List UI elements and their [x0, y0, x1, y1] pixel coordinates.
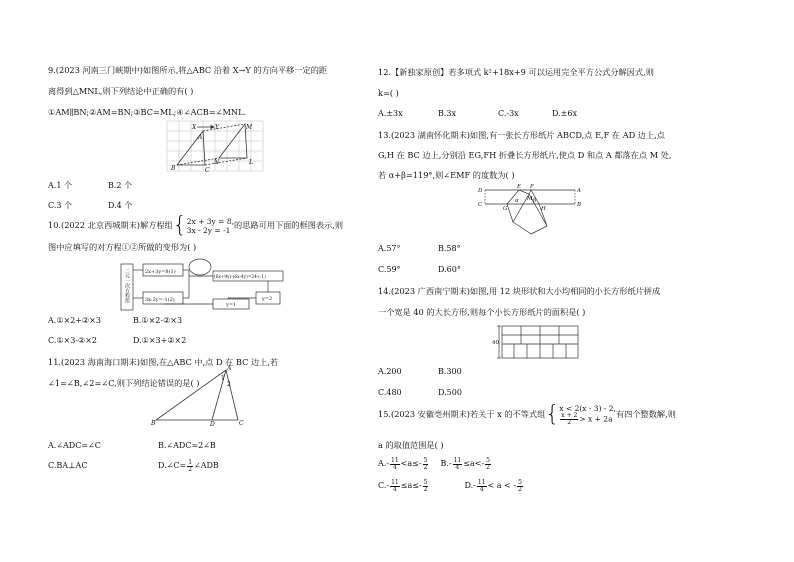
q15-option-b-frac1	[453, 458, 463, 471]
q15-line2: a 的取值范围是( )	[378, 440, 444, 450]
q13-fig-label-m: M	[527, 196, 533, 202]
q15-ineq2-fraction	[560, 413, 578, 426]
q15-b-num2: 5	[486, 456, 490, 464]
q15-a-den2: 2	[423, 463, 428, 471]
q10-flowchart	[118, 256, 286, 314]
q15-c-num2: 5	[423, 478, 428, 486]
q11-option-d-num: 1	[188, 458, 193, 466]
q11-option-d	[158, 458, 219, 474]
q12-option-c: C.-3x	[498, 109, 519, 118]
q15-option-d-pre: D.-	[464, 481, 476, 490]
q9-option-d: D.4 个	[108, 201, 133, 210]
q15-option-a-post: <a≤-	[400, 459, 422, 468]
q10-fig-box2: 3x-2y=-1(2)	[145, 297, 175, 303]
q13-line1: 13.(2023 湖南怀化期末)如图,有一张长方形纸片 ABCD,点 E,F 在 AD 边上,点	[378, 130, 665, 140]
q11-fig-label-1: 1	[221, 375, 225, 382]
q13-fig-label-a: A	[577, 188, 581, 194]
q9-figure	[165, 118, 265, 173]
q9-option-b: B.2 个	[108, 181, 133, 190]
q12-line1: 12.【新独家原创】若多项式 k²+18x+9 可以运用完全平方公式分解因式,则	[378, 67, 654, 77]
q14-fig-label: 40	[492, 340, 499, 346]
q11-option-d-pre: D.∠C=	[158, 461, 187, 470]
q10-option-a: A.①×2+②×3	[48, 316, 101, 325]
q15-option-c	[378, 478, 429, 493]
q15-brace: {	[545, 402, 560, 427]
q10-eq2: 3x - 2y = -1	[186, 226, 231, 235]
q9-fig-label-n: N	[214, 159, 220, 166]
q15-option-d-post: < a < -	[487, 481, 517, 490]
q15-option-b-post: ≤a<-	[463, 459, 485, 468]
q13-line2: G,H 在 BC 边上,分别沿 EG,FH 折叠长方形纸片,使点 D 和点 A 都落在点 M 处,	[378, 150, 672, 160]
q9-fig-label-l: L	[249, 159, 253, 166]
q10-suffix: 的思路可用下面的框图表示,则	[234, 220, 344, 230]
q15-a-num2: 5	[423, 456, 428, 464]
q10-fig-side: 二元一次方程组	[124, 268, 130, 303]
q15-b-den1: 4	[455, 463, 460, 471]
q12-option-b: B.3x	[438, 109, 457, 118]
q14-line1: 14.(2023 广西南宁期末)如图,用 12 块形状和大小均相同的小长方形纸片拼成	[378, 286, 661, 296]
q13-fig-label-e: E	[517, 184, 522, 190]
q15-c-num1: 11	[391, 478, 399, 486]
q15-ineq2	[559, 413, 616, 426]
q15-ineq2-num: x + 2	[561, 412, 578, 419]
q14-option-a: A.200	[378, 367, 402, 376]
q11-fig-label-c: C	[239, 420, 244, 426]
q9-fig-label-b: B	[171, 165, 176, 172]
q14-figure	[492, 322, 582, 362]
q14-option-c: C.480	[378, 388, 402, 397]
q9-line1: 9.(2023 河南三门峡期中)如图所示,将△ABC 沿着 X→Y 的方向平移一定的距	[48, 65, 328, 75]
q13-option-b: B.58°	[438, 244, 461, 253]
q15-option-c-post: ≤a≤-	[400, 481, 422, 490]
q15-option-c-frac1	[390, 480, 400, 493]
q15-a-den1: 4	[392, 463, 397, 471]
q9-option-c: C.3 个	[48, 201, 73, 210]
q11-fig-label-b: B	[151, 420, 156, 426]
q15-option-b-pre: B.-	[440, 459, 452, 468]
q10-fig-box5: y=2	[262, 296, 273, 302]
q15-option-a	[378, 456, 429, 471]
q9-fig-label-m: M	[246, 124, 253, 131]
q15-option-d-frac1	[477, 480, 487, 493]
q13-option-c: C.59°	[378, 265, 401, 274]
q15-option-b-frac2	[485, 458, 491, 471]
q12-option-a: A.±3x	[378, 109, 403, 118]
q10-line2: 图中应填写的对方程①②所做的变形为( )	[48, 242, 197, 252]
q15-line1	[378, 402, 676, 426]
q11-line2: ∠1=∠B,∠2=∠C,则下列结论错误的是( )	[48, 378, 200, 388]
q15-d-num2: 5	[518, 478, 522, 486]
q15-option-d	[464, 478, 524, 493]
q13-fig-label-b: B	[577, 202, 582, 208]
q15-c-den1: 4	[393, 485, 397, 493]
q10-line1	[48, 215, 343, 237]
q15-option-c-pre: C.-	[378, 481, 390, 490]
q15-ineq2-den: 2	[567, 419, 572, 426]
q13-option-d: D.60°	[438, 265, 461, 274]
q13-fig-label-c: C	[478, 202, 483, 208]
q15-option-a-frac1	[390, 458, 400, 471]
q13-line3: 若 α+β=119°,则∠EMF 的度数为( )	[378, 170, 515, 180]
q11-line1: 11.(2023 海南海口期末)如图,在△ABC 中,点 D 在 BC 边上,若	[48, 357, 279, 367]
q13-fig-label-d: D	[478, 188, 483, 194]
q15-option-c-frac2	[423, 480, 429, 493]
q13-fig-label-alpha: α	[515, 198, 519, 204]
q10-option-c: C.①×3-②×2	[48, 336, 98, 345]
q15-b-den2: 2	[486, 463, 490, 471]
q11-option-d-post: ∠ADB	[194, 461, 219, 470]
q12-line2: k=( )	[378, 88, 399, 98]
q15-ineq1: x < 2(x - 3) - 2,	[559, 404, 616, 413]
q13-fig-label-g: G	[503, 206, 508, 212]
q10-option-d: D.①×3+②×2	[133, 336, 187, 345]
q10-prefix: 10.(2022 北京西城期末)解方程组	[48, 220, 173, 230]
q10-fig-box3: (6x+9y)-(6x-4y)=24-(-1)	[214, 275, 266, 280]
q15-c-den2: 2	[423, 485, 428, 493]
q15-prefix: 15.(2023 安徽亳州期末)若关于 x 的不等式组	[378, 409, 546, 419]
q11-option-c: C.BA⊥AC	[48, 461, 88, 470]
q15-system	[559, 404, 616, 426]
q9-fig-label-c: C	[205, 167, 210, 173]
q13-fig-label-beta: β	[533, 198, 537, 204]
q15-option-b	[440, 456, 491, 471]
q15-suffix: 有四个整数解,则	[615, 409, 676, 419]
q13-fig-label-f: F	[530, 184, 534, 190]
q10-option-b: B.①×2-②×3	[133, 316, 183, 325]
q15-d-den2: 2	[518, 485, 522, 493]
q15-options-row2	[378, 478, 524, 494]
q14-option-d: D.500	[438, 388, 462, 397]
q13-figure	[475, 182, 585, 240]
q11-option-d-fraction	[187, 460, 193, 473]
q10-eq1: 2x + 3y = 8,	[186, 217, 235, 226]
q10-brace: {	[172, 213, 187, 238]
q9-fig-label-a: A	[198, 134, 203, 141]
q12-option-d: D.±6x	[552, 109, 577, 118]
q15-d-num1: 11	[477, 478, 486, 486]
q11-option-d-den: 2	[188, 465, 193, 473]
q11-figure	[150, 364, 260, 426]
q15-ineq2-rest: > x + 2a	[579, 414, 613, 424]
q10-system	[187, 217, 234, 235]
q13-option-a: A.57°	[378, 244, 401, 253]
q13-fig-label-h: H	[541, 206, 546, 212]
q10-fig-box1: 2x+3y=8(1)	[145, 269, 176, 275]
q15-options-row1	[378, 456, 492, 472]
q11-fig-label-2: 2	[227, 381, 231, 388]
q9-fig-label-x: X	[192, 124, 197, 131]
q11-option-a: A.∠ADC=∠C	[48, 441, 101, 450]
q14-option-b: B.300	[438, 367, 462, 376]
q10-fig-box4: y=1	[226, 302, 237, 308]
q11-fig-label-a: A	[227, 365, 232, 372]
q9-line3: ①AM∥BN;②AM=BN;③BC=ML;④∠ACB=∠MNL.	[48, 107, 247, 117]
q15-option-d-frac2	[517, 480, 523, 493]
q14-line2: 一个宽是 40 的大长方形,则每个小长方形纸片的面积是( )	[378, 307, 586, 317]
q9-fig-label-y: Y	[215, 124, 219, 131]
q9-line2: 离得到△MNL,则下列结论中正确的有( )	[48, 86, 194, 96]
q11-option-b: B.∠ADC=2∠B	[158, 441, 216, 450]
q15-option-a-frac2	[423, 458, 429, 471]
q15-a-num1: 11	[391, 456, 399, 464]
q15-d-den1: 4	[479, 485, 484, 493]
q11-fig-label-d: D	[210, 421, 215, 426]
q15-option-a-pre: A.-	[378, 459, 390, 468]
q9-option-a: A.1 个	[48, 181, 72, 190]
q15-b-num1: 11	[453, 456, 462, 464]
